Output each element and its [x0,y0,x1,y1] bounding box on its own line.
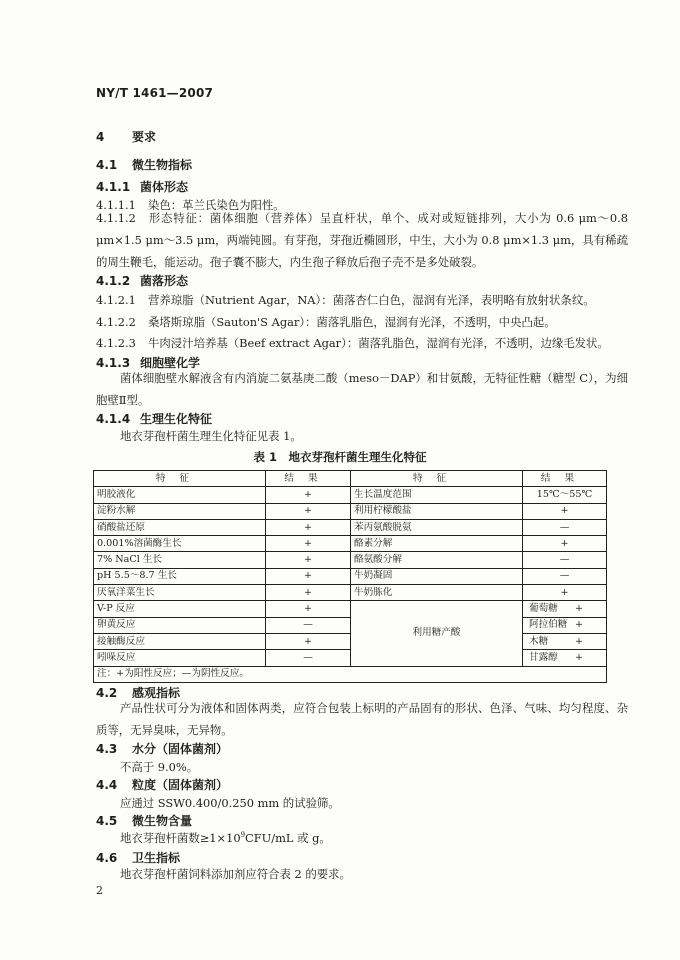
table-row [94,552,607,568]
section-title: 水分（固体菌剂） [132,742,229,756]
result-cell: + [523,503,607,519]
feature-cell: 酪氨酸分解 [351,552,523,568]
section-4-5-text [120,830,331,846]
section-title: 微生物指标 [132,158,193,172]
table-row [94,536,607,552]
sugar-acid-label: 利用糖产酸 [351,601,523,666]
section-4-6-heading [96,849,180,866]
section-title: 生理生化特征 [140,412,213,426]
table-row [94,633,607,649]
feature-cell: 接触酶反应 [94,633,266,649]
result-cell: — [523,568,607,584]
feature-cell: 淀粉水解 [94,503,266,519]
feature-cell: 明胶液化 [94,487,266,503]
feature-cell: 苯丙氨酸脱氨 [351,519,523,535]
clause-number: 4.1.2.3 [96,336,136,350]
result-cell: 15℃～55℃ [523,487,607,503]
sugar-name: 葡萄糖 [529,603,558,615]
clause-number: 4.1.2.1 [96,293,136,307]
feature-cell: 牛奶胨化 [351,585,523,601]
clause-number: 4.1.2.2 [96,315,136,329]
section-number: 4.1.4 [96,412,131,426]
section-number: 4.1 [96,158,118,172]
table-header-row [94,471,607,487]
section-title: 感观指标 [132,686,181,700]
header-feature: 特征 [351,471,523,487]
clause-4-1-1-2 [96,207,628,273]
header-feature: 特征 [94,471,266,487]
feature-cell: 牛奶凝固 [351,568,523,584]
section-number: 4.1.1 [96,180,131,194]
section-number: 4.5 [96,814,118,828]
result-cell: — [523,519,607,535]
clause-number: 4.1.1.2 [96,211,136,225]
document-number: NY/T 1461—2007 [96,86,214,100]
result-cell: + [266,568,351,584]
sugar-result: + [575,619,584,631]
sugar-result: + [575,635,584,647]
header-result: 结果 [523,471,607,487]
table-row [94,519,607,535]
result-cell: + [523,536,607,552]
clause-text: 染色：革兰氏染色为阳性。 [148,198,285,212]
feature-cell: 厌氧洋菜生长 [94,585,266,601]
section-4-1-2-heading [96,272,188,289]
section-number: 4.1.2 [96,274,131,288]
table-row [94,650,607,666]
table-1-caption: 表 1 地衣芽孢杆菌生理生化特征 [253,450,427,464]
result-cell: + [266,585,351,601]
table-row [94,601,607,617]
section-number: 4.1.3 [96,356,131,370]
result-cell: + [266,633,351,649]
feature-cell: 硝酸盐还原 [94,519,266,535]
sugar-name: 甘露醇 [529,651,558,663]
feature-cell: 酪素分解 [351,536,523,552]
feature-cell: V-P 反应 [94,601,266,617]
result-cell: + [266,503,351,519]
result-cell: — [266,617,351,633]
section-4-1-3-text: 菌体细胞壁水解液含有内消旋二氨基庚二酸（meso－DAP）和甘氨酸，无特征性糖（糖型 C），为细胞壁Ⅱ型。 [96,371,628,407]
header-result: 结果 [266,471,351,487]
feature-cell: 利用柠檬酸盐 [351,503,523,519]
section-title: 粒度（固体菌剂） [132,778,229,792]
table-row [94,503,607,519]
clause-number: 4.1.1.1 [96,198,136,212]
table-row [94,585,607,601]
section-4-6-text: 地衣芽孢杆菌饲料添加剂应符合表 2 的要求。 [120,867,351,881]
table-note-row [94,666,607,682]
table-row [94,568,607,584]
sugar-name: 木糖 [529,635,549,647]
section-4-4-heading [96,776,228,793]
result-cell: — [266,650,351,666]
feature-cell: pH 5.5～8.7 生长 [94,568,266,584]
result-cell: + [523,585,607,601]
section-4-1-4-heading [96,410,212,427]
table-row [94,617,607,633]
table-row [94,487,607,503]
clause-text: 桑塔斯琼脂（Sauton'S Agar）：菌落乳脂色，湿润有光泽，不透明，中央凸起。 [148,315,556,329]
result-cell: + [266,601,351,617]
page-number: 2 [96,884,103,897]
text-fragment: 地衣芽孢杆菌数≥1×10 [120,831,241,845]
clause-4-1-2-2 [96,314,556,330]
clause-4-1-2-3 [96,335,609,351]
sugar-cell [523,633,607,649]
result-cell: — [523,552,607,568]
result-cell: + [266,487,351,503]
sugar-result: + [575,603,584,615]
section-number: 4.4 [96,778,118,792]
section-number: 4 [96,130,105,144]
section-number: 4.6 [96,851,118,865]
section-number: 4.2 [96,686,118,700]
section-4-3-heading [96,740,228,757]
section-title: 细胞壁化学 [140,356,201,370]
feature-cell: 7% NaCl 生长 [94,552,266,568]
section-title: 微生物含量 [132,814,193,828]
result-cell: + [266,552,351,568]
sugar-cell [523,650,607,666]
section-4-1-4-text: 地衣芽孢杆菌生理生化特征见表 1。 [120,429,302,443]
clause-text: 形态特征：菌体细胞（营养体）呈直杆状，单个、成对或短链排列，大小为 0.6 μm～0.8 μm×1.5 μm～3.5 μm，两端钝圆。有芽孢，芽孢近椭圆形，中生，大小为 0.8 μm×1.3 μm，具有稀疏的周生鞭毛，能运动。孢子囊不膨大，内生孢子释放后孢子壳不是多处破裂。 [96,211,628,269]
section-number: 4.3 [96,742,118,756]
sugar-cell [523,601,607,617]
section-4-1-heading [96,156,192,173]
sugar-name: 阿拉伯糖 [529,619,568,631]
section-4-1-1-heading [96,178,188,195]
result-cell: + [266,519,351,535]
feature-cell: 生长温度范围 [351,487,523,503]
feature-cell: 卵黄反应 [94,617,266,633]
section-4-2-text: 产品性状可分为液体和固体两类，应符合包装上标明的产品固有的形状、色泽、气味、均匀程度、杂质等，无异臭味，无异物。 [96,701,628,737]
exponent: 9 [240,831,246,840]
clause-text: 营养琼脂（Nutrient Agar，NA）：菌落杏仁白色，湿润有光泽，表明略有放射状条纹。 [148,293,595,307]
feature-cell: 0.001%溶菌酶生长 [94,536,266,552]
section-4-heading [96,128,156,145]
sugar-result: + [575,651,584,663]
section-title: 菌落形态 [140,274,189,288]
section-4-3-text: 不高于 9.0%。 [120,760,199,774]
section-title: 菌体形态 [140,180,189,194]
result-cell: + [266,536,351,552]
text-fragment: CFU/mL 或 g。 [245,831,331,845]
table-note: 注：+为阳性反应；—为阴性反应。 [94,666,607,682]
table-1 [93,470,607,683]
section-4-4-text: 应通过 SSW0.400/0.250 mm 的试验筛。 [120,796,340,810]
clause-text: 牛肉浸汁培养基（Beef extract Agar）：菌落乳脂色，湿润有光泽，不透明，边缘毛发状。 [148,336,609,350]
section-title: 卫生指标 [132,851,181,865]
clause-4-1-2-1 [96,292,595,308]
section-title: 要求 [132,130,157,144]
sugar-cell [523,617,607,633]
feature-cell: 吲哚反应 [94,650,266,666]
section-4-5-heading [96,812,192,829]
